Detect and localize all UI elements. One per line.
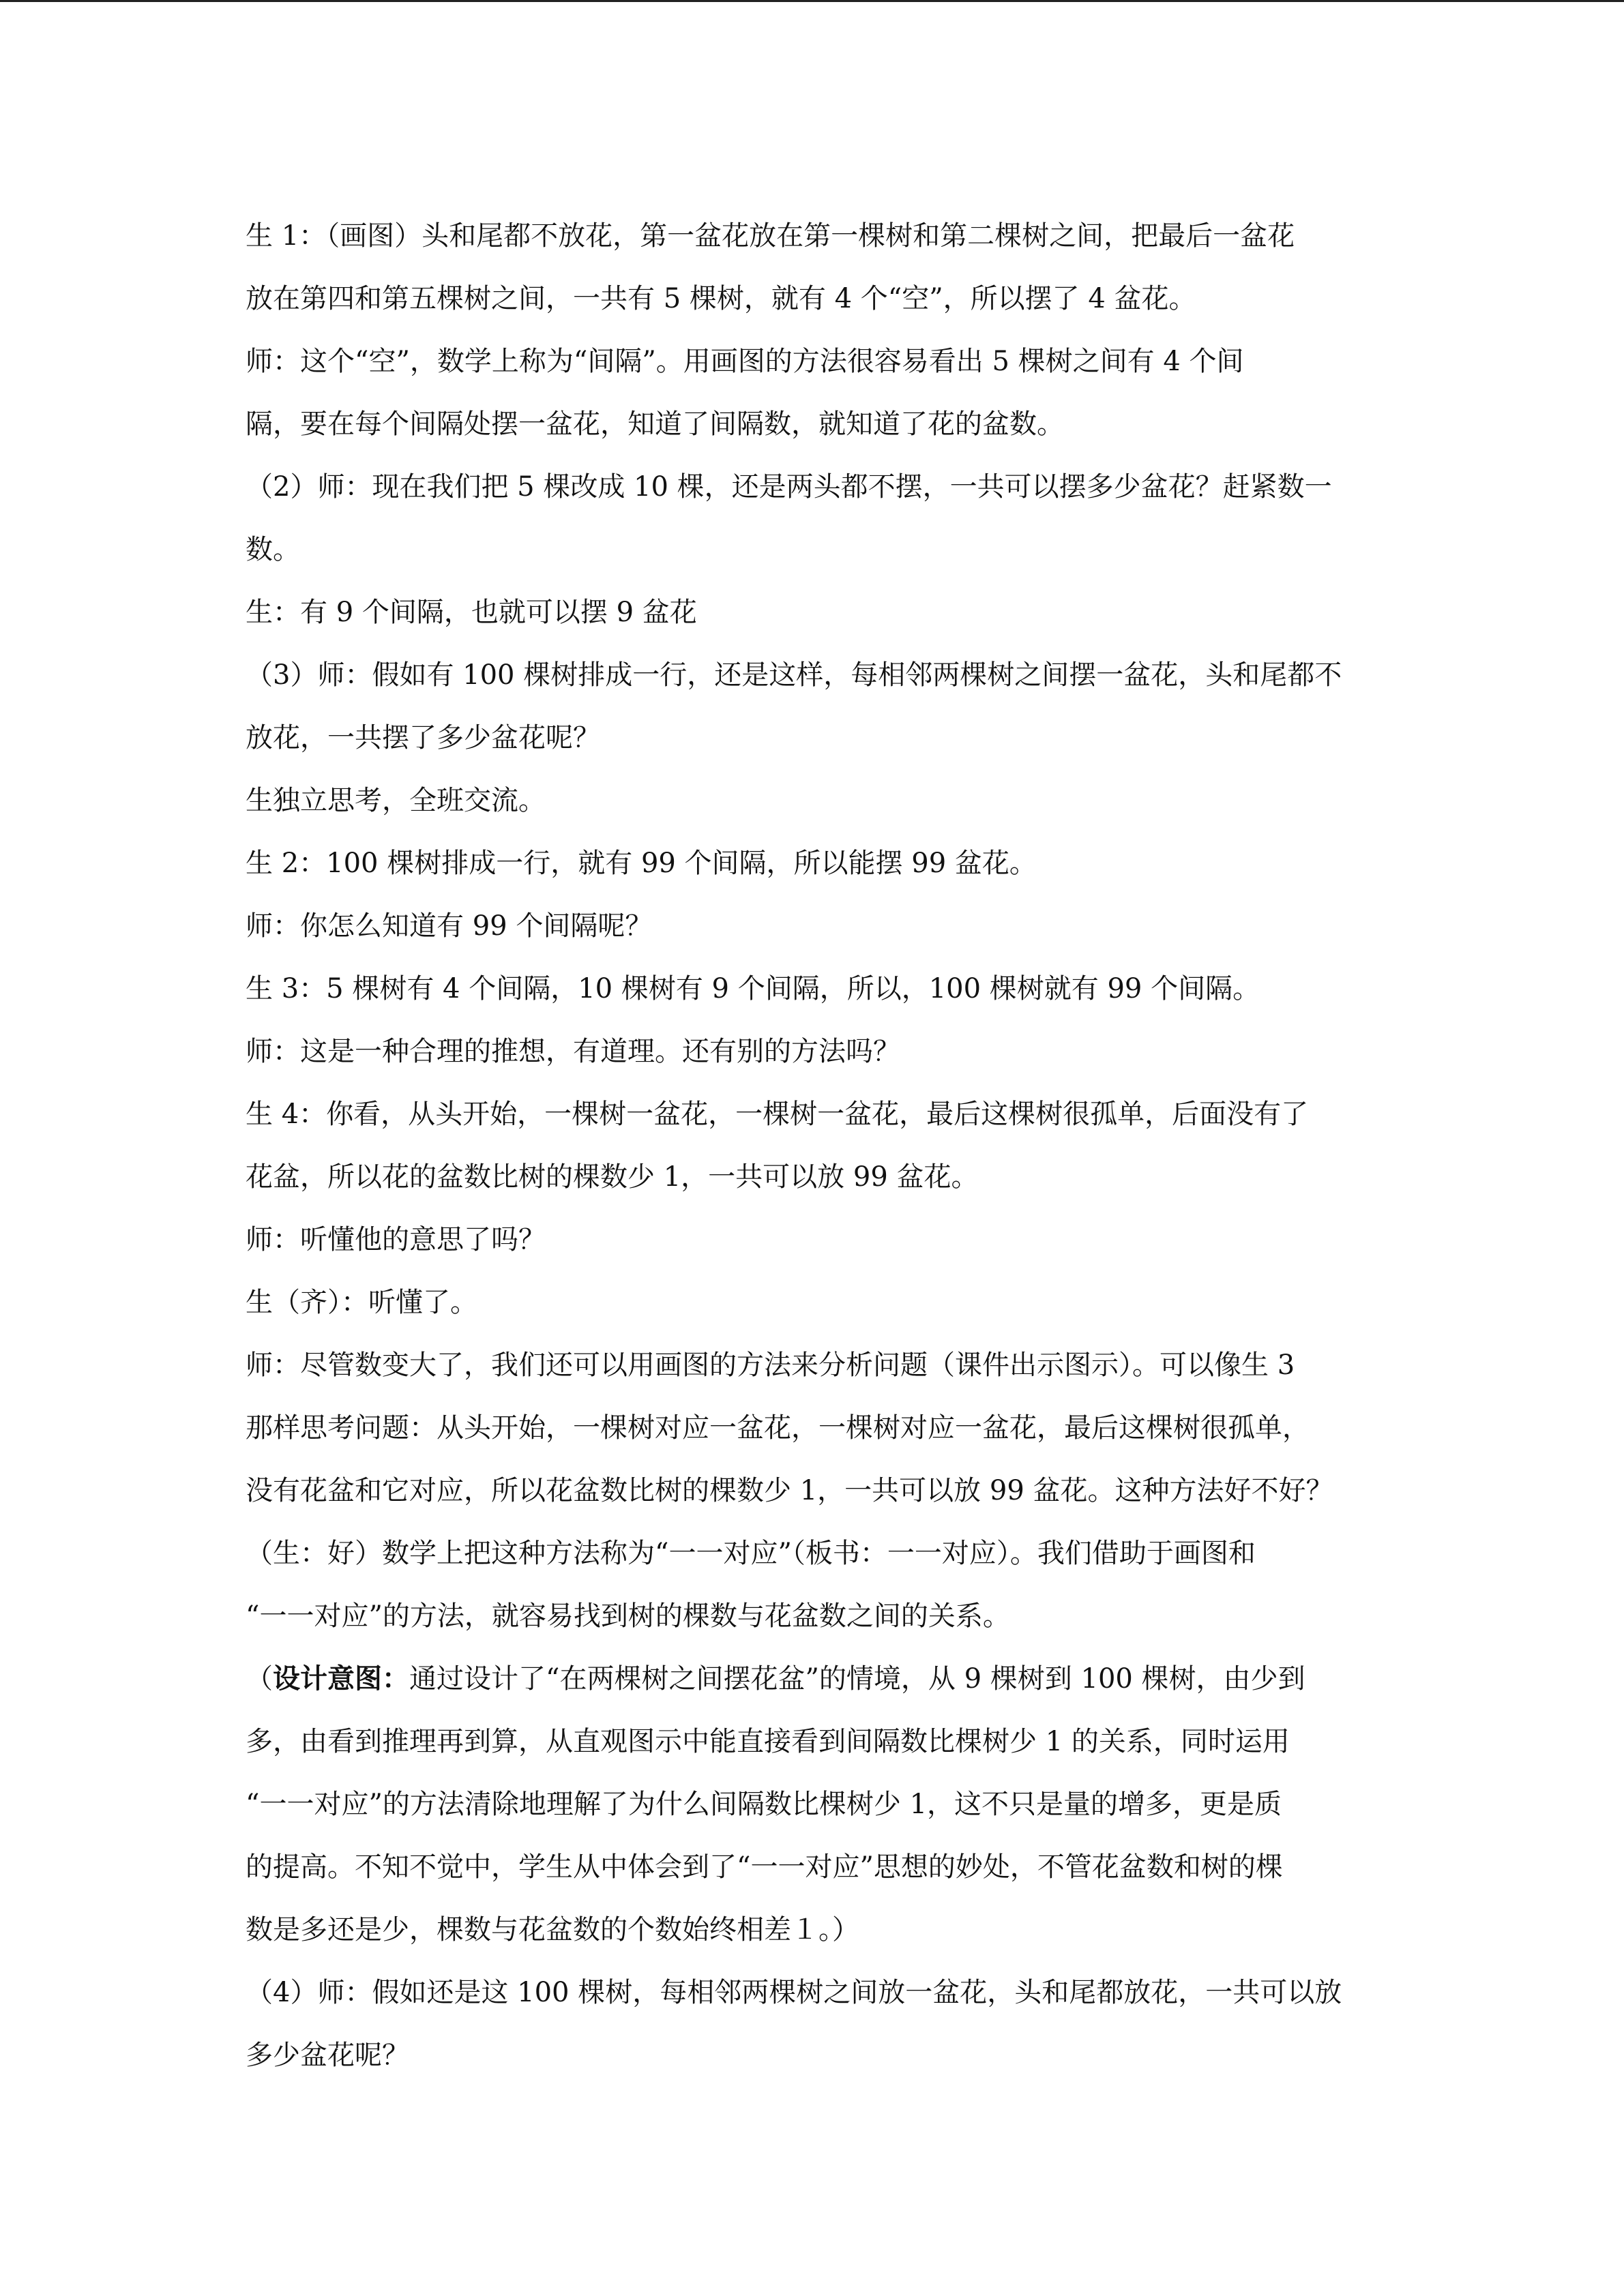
- paragraph-line: 师：听懂他的意思了吗？: [246, 1224, 546, 1255]
- paragraph-line: 花盆，所以花的盆数比树的棵数少 1，一共可以放 99 盆花。: [246, 1161, 979, 1193]
- paragraph-line: （生：好）数学上把这种方法称为“一一对应”（板书：一一对应）。我们借助于画图和: [246, 1538, 1256, 1569]
- paragraph-line: 生 2：100 棵树排成一行，就有 99 个间隔，所以能摆 99 盆花。: [246, 848, 1037, 879]
- paragraph-line: 多，由看到推理再到算，从直观图示中能直接看到间隔数比棵树少 1 的关系，同时运用: [246, 1726, 1290, 1757]
- paragraph-line: 师：你怎么知道有 99 个间隔呢？: [246, 910, 653, 942]
- paragraph-line: 没有花盆和它对应，所以花盆数比树的棵数少 1，一共可以放 99 盆花。这种方法好不好？: [246, 1475, 1333, 1506]
- design-intent-open-paren: （: [246, 1663, 273, 1695]
- document-body: [246, 205, 1378, 2087]
- paragraph-line: 隔，要在每个间隔处摆一盆花，知道了间隔数，就知道了花的盆数。: [246, 408, 1064, 440]
- paragraph-line: 师：这个“空”，数学上称为“间隔”。用画图的方法很容易看出 5 棵树之间有 4 个间: [246, 346, 1244, 377]
- paragraph-line: （2）师：现在我们把 5 棵改成 10 棵，还是两头都不摆，一共可以摆多少盆花？赶紧数一: [246, 471, 1332, 503]
- design-intent-label: 设计意图：: [273, 1663, 409, 1695]
- paragraph-line: 师：尽管数变大了，我们还可以用画图的方法来分析问题（课件出示图示）。可以像生 3: [246, 1350, 1295, 1381]
- paragraph-line: 师：这是一种合理的推想，有道理。还有别的方法吗？: [246, 1036, 900, 1067]
- paragraph-line: 多少盆花呢？: [246, 2040, 409, 2071]
- paragraph-line: 生 1：（画图）头和尾都不放花，第一盆花放在第一棵树和第二棵树之间，把最后一盆花: [246, 220, 1295, 252]
- design-intent-line: [246, 1648, 1378, 1710]
- design-intent-text: 通过设计了“在两棵树之间摆花盆”的情境，从 9 棵树到 100 棵树，由少到: [409, 1663, 1305, 1695]
- paragraph-line: （3）师：假如有 100 棵树排成一行，还是这样，每相邻两棵树之间摆一盆花，头和尾都不: [246, 659, 1342, 691]
- paragraph-line: 数是多还是少，棵数与花盆数的个数始终相差１。）: [246, 1914, 859, 1945]
- paragraph-line: 生 4：你看，从头开始，一棵树一盆花，一棵树一盆花，最后这棵树很孤单，后面没有了: [246, 1099, 1309, 1130]
- paragraph-line: 数。: [246, 534, 300, 565]
- paragraph-line: 生（齐）：听懂了。: [246, 1287, 477, 1318]
- paragraph-line: 放在第四和第五棵树之间，一共有 5 棵树，就有 4 个“空”，所以摆了 4 盆花。: [246, 283, 1196, 314]
- paragraph-line: 生：有 9 个间隔，也就可以摆 9 盆花: [246, 597, 697, 628]
- paragraph-line: （4）师：假如还是这 100 棵树，每相邻两棵树之间放一盆花，头和尾都放花，一共可以放: [246, 1977, 1342, 2008]
- paragraph-line: “一一对应”的方法清除地理解了为什么间隔数比棵树少 1，这不只是量的增多，更是质: [246, 1789, 1282, 1820]
- paragraph-line: 的提高。不知不觉中，学生从中体会到了“一一对应”思想的妙处，不管花盆数和树的棵: [246, 1851, 1283, 1883]
- paragraph-line: 生 3：5 棵树有 4 个间隔，10 棵树有 9 个间隔，所以，100 棵树就有 99 个间隔。: [246, 973, 1260, 1004]
- page-top-border: [0, 0, 1624, 2]
- paragraph-line: “一一对应”的方法，就容易找到树的棵数与花盆数之间的关系。: [246, 1600, 1010, 1632]
- paragraph-line: 生独立思考，全班交流。: [246, 785, 546, 816]
- paragraph-line: 那样思考问题：从头开始，一棵树对应一盆花，一棵树对应一盆花，最后这棵树很孤单，: [246, 1412, 1310, 1444]
- paragraph-line: 放花，一共摆了多少盆花呢？: [246, 722, 600, 754]
